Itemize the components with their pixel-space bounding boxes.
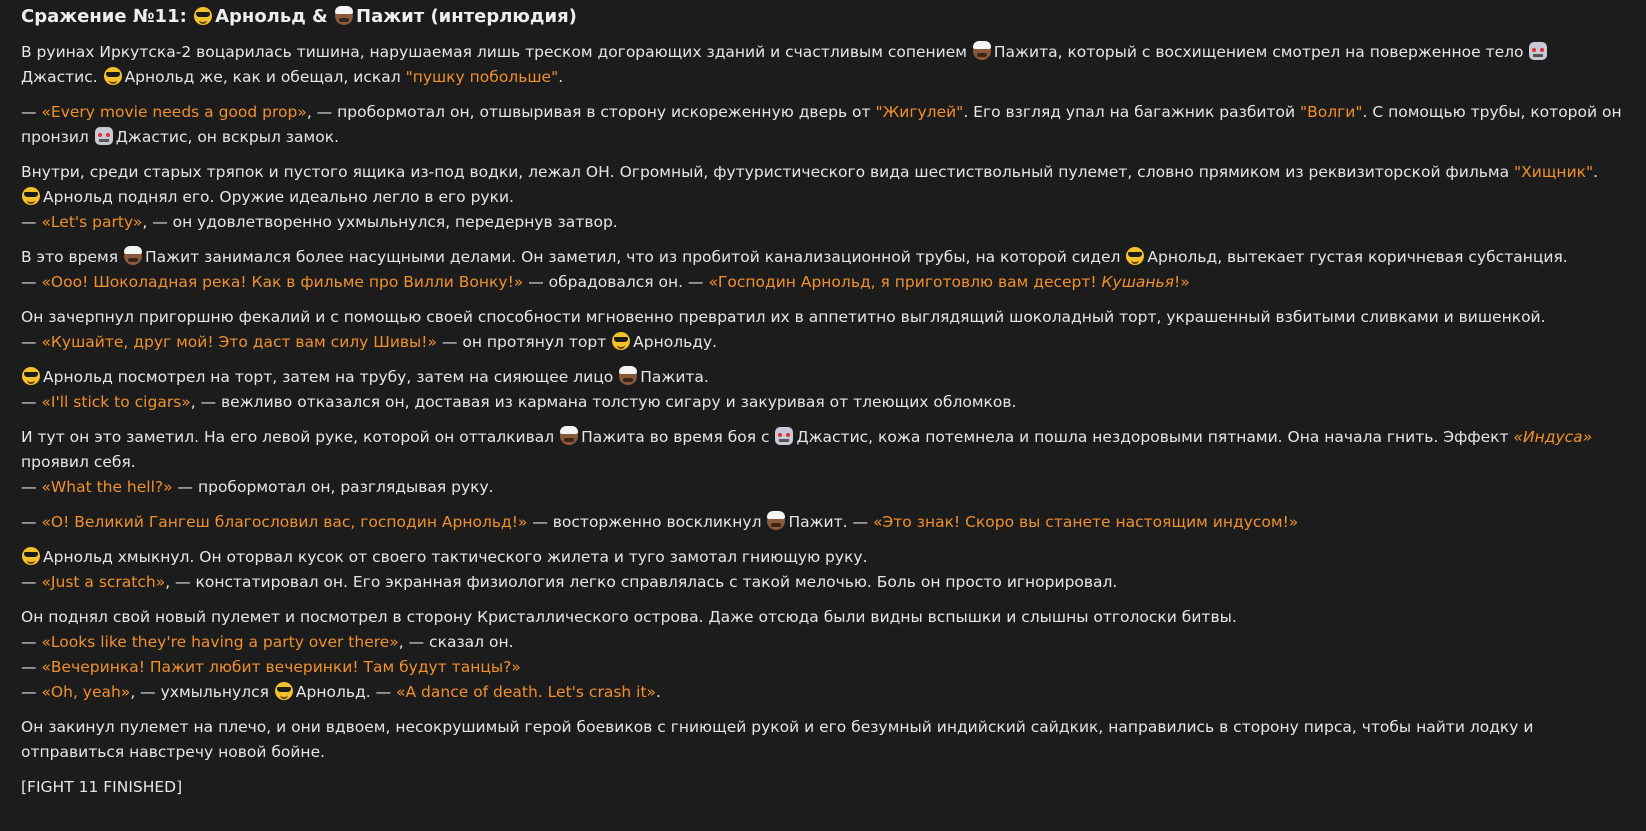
sunglasses-face-icon: [22, 547, 40, 565]
quote: «What the hell?»: [41, 478, 173, 496]
quote: "Жигулей": [875, 103, 964, 121]
fight-title: Сражение №11: Арнольд & Пажит (интерлюдия): [21, 6, 577, 27]
quote: «Господин Арнольд, я приготовлю вам десерт!: [708, 273, 1102, 291]
quote: "пушку побольше": [405, 68, 559, 86]
robot-face-icon: [95, 127, 113, 145]
quote: «Ооо! Шоколадная река! Как в фильме про Вилли Вонку!»: [41, 273, 524, 291]
quote: «Let's party»: [41, 213, 143, 231]
story-paragraph-10: Он поднял свой новый пулемет и посмотрел в сторону Кристаллического острова. Даже отсюда были видны вспышки и слышны отголоски битвы. — «Looks like they're having a party over there», — сказал он. — «Вечеринка! Пажит любит вечеринки! Там будут танцы?» — «Oh, yeah», — ухмыльнулся Арнольд. — «A dance of death. Let's crash it».: [21, 608, 1237, 701]
sunglasses-face-icon: [22, 367, 40, 385]
story-paragraph-8: — «О! Великий Гангеш благословил вас, господин Арнольд!» — восторженно воскликнул Пажит. — «Это знак! Скоро вы станете настоящим индусом!»: [21, 513, 1299, 531]
turban-man-icon: [973, 42, 991, 60]
story-paragraph-4: В это время Пажит занимался более насущными делами. Он заметил, что из пробитой канализационной трубы, на которой сидел Арнольд, вытекает густая коричневая субстанция. — «Ооо! Шоколадная река! Как в фильме про Вилли Вонку!» — обрадовался он. — «Господин Арнольд, я приготовлю вам десерт! Кушанья!»: [21, 248, 1568, 291]
message-content: [21, 3, 1631, 810]
quote: «Вечеринка! Пажит любит вечеринки! Там будут танцы?»: [41, 658, 521, 676]
quote-emphasis: «Индуса»: [1513, 428, 1593, 446]
sunglasses-face-icon: [104, 67, 122, 85]
story-paragraph-1: В руинах Иркутска-2 воцарилась тишина, нарушаемая лишь треском догорающих зданий и счастливым сопением Пажита, который с восхищением смотрел на поверженное тело Джастис. Арнольд же, как и обещал, искал "пушку побольше".: [21, 40, 1631, 90]
story-paragraph-6: Арнольд посмотрел на торт, затем на трубу, затем на сияющее лицо Пажита. — «I'll stick to cigars», — вежливо отказался он, доставая из кармана толстую сигару и закуривая от тлеющих обломков.: [21, 368, 1017, 411]
sunglasses-face-icon: [275, 682, 293, 700]
quote: «Looks like they're having a party over there»: [41, 633, 399, 651]
sunglasses-face-icon: [612, 332, 630, 350]
turban-man-icon: [124, 247, 142, 265]
story-paragraph-7: И тут он это заметил. На его левой руке, которой он отталкивал Пажита во время боя с Джастис, кожа потемнела и пошла нездоровыми пятнами. Она начала гнить. Эффект «Индуса» проявил себя. — «What the hell?» — пробормотал он, разглядывая руку.: [21, 428, 1593, 496]
turban-man-icon: [619, 367, 637, 385]
quote: «Every movie needs a good prop»: [41, 103, 307, 121]
story-paragraph-2: — «Every movie needs a good prop», — пробормотал он, отшвыривая в сторону искореженную дверь от "Жигулей". Его взгляд упал на багажник разбитой "Волги". С помощью трубы, которой он пронзил Джастис, он вскрыл замок.: [21, 103, 1622, 146]
quote: «Кушайте, друг мой! Это даст вам силу Шивы!»: [41, 333, 437, 351]
quote: «Just a scratch»: [41, 573, 166, 591]
quote-emphasis: Кушанья: [1101, 273, 1174, 291]
story-paragraph-5: Он зачерпнул пригоршню фекалий и с помощью своей способности мгновенно превратил их в аппетитно выглядящий шоколадный торт, украшенный взбитыми сливками и вишенкой. — «Кушайте, друг мой! Это даст вам силу Шивы!» — он протянул торт Арнольду.: [21, 308, 1546, 351]
robot-face-icon: [1529, 42, 1547, 60]
quote: «I'll stick to cigars»: [41, 393, 191, 411]
sunglasses-face-icon: [1126, 247, 1144, 265]
story-paragraph-9: Арнольд хмыкнул. Он оторвал кусок от своего тактического жилета и туго замотал гниющую руку. — «Just a scratch», — констатировал он. Его экранная физиология легко справлялась с такой мелочью. Боль он просто игнорировал.: [21, 548, 1118, 591]
quote: «Это знак! Скоро вы станете настоящим индусом!»: [872, 513, 1299, 531]
story-paragraph-3: Внутри, среди старых тряпок и пустого ящика из-под водки, лежал ОН. Огромный, футуристического вида шестиствольный пулемет, словно прямиком из реквизиторской фильма "Хищник". Арнольд поднял его. Оружие идеально легло в его руки. — «Let's party», — он удовлетворенно ухмыльнулся, передернув затвор.: [21, 163, 1599, 231]
sunglasses-face-icon: [22, 187, 40, 205]
quote: "Хищник": [1514, 163, 1594, 181]
quote: !»: [1174, 273, 1190, 291]
story-paragraph-11: Он закинул пулемет на плечо, и они вдвоем, несокрушимый герой боевиков с гниющей рукой и его безумный индийский сайдкик, направились в сторону пирса, чтобы найти лодку и отправиться навстречу новой бойне.: [21, 718, 1534, 761]
quote: «О! Великий Гангеш благословил вас, господин Арнольд!»: [41, 513, 528, 531]
robot-face-icon: [775, 427, 793, 445]
quote: "Волги": [1300, 103, 1363, 121]
quote: «A dance of death. Let's crash it»: [396, 683, 657, 701]
turban-man-icon: [335, 7, 353, 25]
quote: «Oh, yeah»: [41, 683, 131, 701]
sunglasses-face-icon: [194, 7, 212, 25]
fight-finished-status: [FIGHT 11 FINISHED]: [21, 778, 183, 796]
turban-man-icon: [767, 512, 785, 530]
turban-man-icon: [560, 427, 578, 445]
